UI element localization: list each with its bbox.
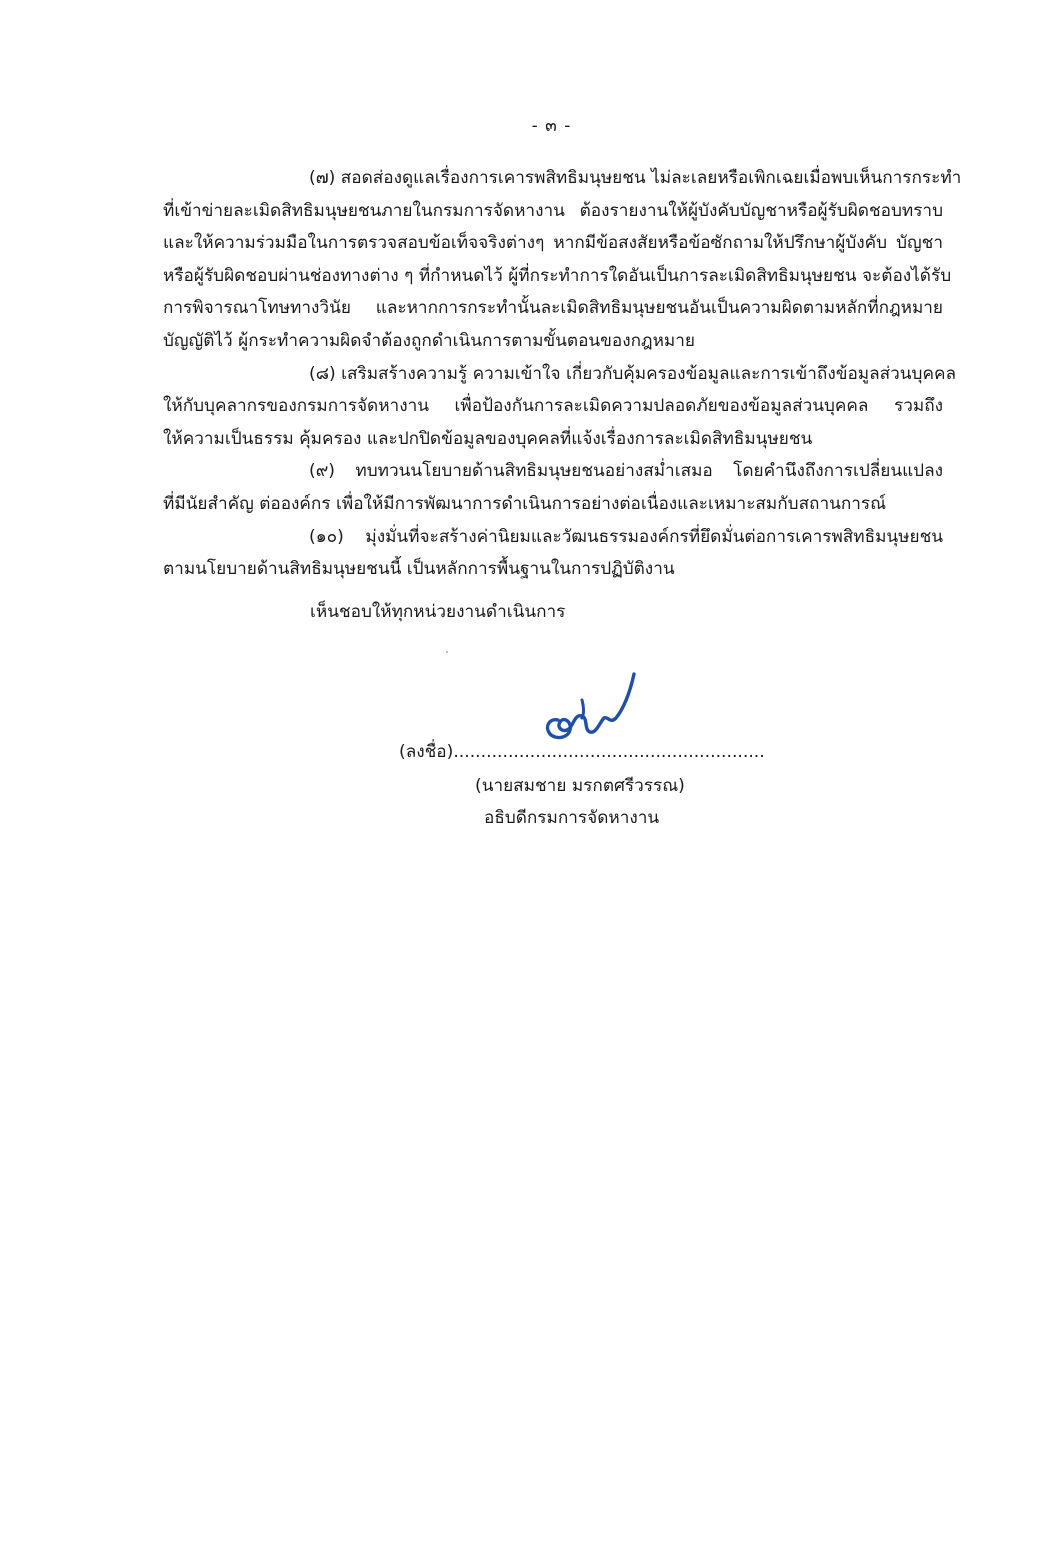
text-line: (๘) เสริมสร้างความรู้ ความเข้าใจ เกี่ยวกับคุ้มครองข้อมูลและการเข้าถึงข้อมูลส่วนบุคคล xyxy=(309,363,956,384)
text-line: (๗) สอดส่องดูแลเรื่องการเคารพสิทธิมนุษยชน ไม่ละเลยหรือเพิกเฉยเมื่อพบเห็นการกระทำ xyxy=(309,168,962,188)
approval-statement: เห็นชอบให้ทุกหน่วยงานดำเนินการ xyxy=(310,602,566,622)
signer-title: อธิบดีกรมการจัดหางาน xyxy=(484,808,660,828)
signature-line: (ลงชื่อ)......................................................... xyxy=(399,742,765,762)
text-line: ที่มีนัยสำคัญ ต่อองค์กร เพื่อให้มีการพัฒนาการดำเนินการอย่างต่อเนื่องและเหมาะสมกับสถานการณ์ xyxy=(163,493,887,514)
text-line: ให้ความเป็นธรรม คุ้มครอง และปกปิดข้อมูลของบุคคลที่แจ้งเรื่องการละเมิดสิทธิมนุษยชน xyxy=(163,428,813,449)
signer-name: (นายสมชาย มรกตศรีวรรณ) xyxy=(475,776,685,796)
document-body xyxy=(163,162,962,586)
text-line: ตามนโยบายด้านสิทธิมนุษยชนนี้ เป็นหลักการพื้นฐานในการปฏิบัติงาน xyxy=(163,559,675,580)
text-line: ที่เข้าข่ายละเมิดสิทธิมนุษยชนภายในกรมการจัดหางาน ต้องรายงานให้ผู้บังคับบัญชาหรือผู้รับผิดชอบทราบ xyxy=(163,200,943,221)
text-line: หรือผู้รับผิดชอบผ่านช่องทางต่าง ๆ ที่กำหนดไว้ ผู้ที่กระทำการใดอันเป็นการละเมิดสิทธิมนุษยชน จะต้องได้รับ xyxy=(163,265,952,286)
text-line: (๙) ทบทวนนโยบายด้านสิทธิมนุษยชนอย่างสม่ำเสมอ โดยคำนึงถึงการเปลี่ยนแปลง xyxy=(309,461,943,482)
paragraph-9 xyxy=(163,455,943,520)
paragraph-8 xyxy=(163,358,956,456)
text-line: ให้กับบุคลากรของกรมการจัดหางาน เพื่อป้องกันการละเมิดความปลอดภัยของข้อมูลส่วนบุคคล รวมถึง xyxy=(163,396,943,417)
text-line: และให้ความร่วมมือในการตรวจสอบข้อเท็จจริงต่างๆ หากมีข้อสงสัยหรือข้อซักถามให้ปรึกษาผู้บังคับ บัญชา xyxy=(163,233,943,254)
paragraph-10 xyxy=(163,521,943,586)
text-line: บัญญัติไว้ ผู้กระทำความผิดจำต้องถูกดำเนินการตามขั้นตอนของกฎหมาย xyxy=(163,330,695,351)
text-line: การพิจารณาโทษทางวินัย และหากการกระทำนั้นละเมิดสิทธิมนุษยชนอันเป็นความผิดตามหลักที่กฎหมาย xyxy=(163,298,943,319)
paragraph-7 xyxy=(163,162,962,358)
text-line: (๑๐) มุ่งมั่นที่จะสร้างค่านิยมและวัฒนธรรมองค์กรที่ยึดมั่นต่อการเคารพสิทธิมนุษยชน xyxy=(309,526,943,547)
scan-dot xyxy=(446,651,448,653)
page-number: - ๓ - xyxy=(531,116,572,136)
